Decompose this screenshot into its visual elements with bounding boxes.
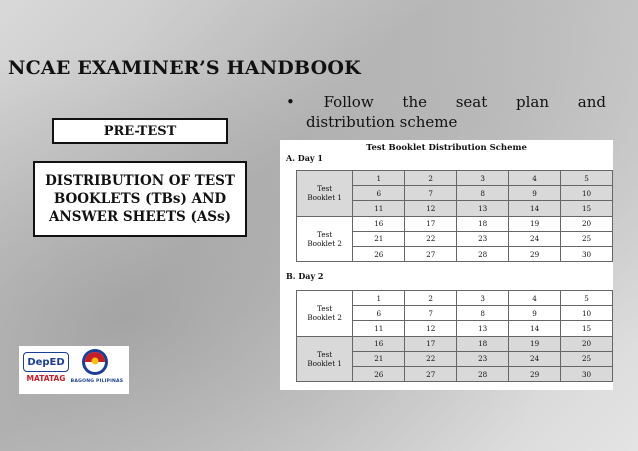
- seat-cell: 19: [509, 336, 561, 351]
- seat-cell: 1: [353, 291, 405, 306]
- seat-cell: 10: [561, 306, 613, 321]
- day-2-table: [296, 290, 613, 382]
- seat-cell: 1: [353, 171, 405, 186]
- seat-cell: 16: [353, 216, 405, 231]
- bullet-line-1: [286, 92, 606, 112]
- booklet-label-cell: Test Booklet 2: [297, 216, 353, 262]
- seat-cell: 5: [561, 171, 613, 186]
- bullet-line-2: distribution scheme: [306, 113, 458, 131]
- seat-cell: 22: [405, 351, 457, 366]
- bullet-word: and: [577, 93, 606, 111]
- seat-cell: 6: [353, 186, 405, 201]
- seat-cell: 14: [509, 321, 561, 336]
- distribution-heading-line-3: ANSWER SHEETS (ASs): [48, 209, 232, 225]
- seat-cell: 8: [457, 306, 509, 321]
- seat-cell: 7: [405, 306, 457, 321]
- deped-logo: DepED: [23, 352, 69, 372]
- scheme-title: Test Booklet Distribution Scheme: [366, 143, 527, 153]
- seat-cell: 6: [353, 306, 405, 321]
- seat-cell: 22: [405, 231, 457, 246]
- seat-cell: 23: [457, 231, 509, 246]
- seat-cell: 25: [561, 351, 613, 366]
- booklet-label-cell: Test Booklet 1: [297, 336, 353, 382]
- seat-cell: 4: [509, 291, 561, 306]
- day-1-table: [296, 170, 613, 262]
- slide-title: NCAE EXAMINER’S HANDBOOK: [8, 57, 361, 79]
- seat-cell: 11: [353, 321, 405, 336]
- seat-cell: 11: [353, 201, 405, 216]
- bullet-word: plan: [516, 93, 550, 111]
- seat-cell: 19: [509, 216, 561, 231]
- seat-cell: 29: [509, 246, 561, 261]
- seat-cell: 27: [405, 246, 457, 261]
- seat-cell: 26: [353, 246, 405, 261]
- seat-cell: 13: [457, 321, 509, 336]
- day-1-label: A. Day 1: [286, 153, 323, 163]
- booklet-label-cell: Test Booklet 2: [297, 291, 353, 337]
- distribution-scheme-panel: [280, 140, 613, 390]
- seat-cell: 9: [509, 186, 561, 201]
- pretest-label: PRE-TEST: [103, 123, 177, 139]
- seat-cell: 10: [561, 186, 613, 201]
- seat-cell: 28: [457, 246, 509, 261]
- seat-cell: 30: [561, 246, 613, 261]
- bullet-point: [286, 92, 606, 132]
- bullet-word: the: [402, 93, 427, 111]
- seat-cell: 24: [509, 351, 561, 366]
- seat-cell: 23: [457, 351, 509, 366]
- booklet-label-cell: Test Booklet 1: [297, 171, 353, 217]
- seat-cell: 27: [405, 366, 457, 381]
- seat-cell: 21: [353, 351, 405, 366]
- seat-cell: 21: [353, 231, 405, 246]
- matatag-logo-text: MATATAG: [26, 374, 66, 383]
- seat-cell: 24: [509, 231, 561, 246]
- table-row: [297, 336, 613, 351]
- seat-cell: 4: [509, 171, 561, 186]
- seat-cell: 3: [457, 171, 509, 186]
- bullet-word: Follow: [323, 93, 374, 111]
- table-row: [297, 291, 613, 306]
- seat-cell: 2: [405, 291, 457, 306]
- bagong-pilipinas-logo-icon: [81, 348, 109, 376]
- day-2-label: B. Day 2: [286, 271, 324, 281]
- logo-area: [19, 346, 129, 394]
- seat-cell: 13: [457, 201, 509, 216]
- seat-cell: 30: [561, 366, 613, 381]
- seat-cell: 18: [457, 216, 509, 231]
- seat-cell: 16: [353, 336, 405, 351]
- seat-cell: 15: [561, 201, 613, 216]
- seat-cell: 5: [561, 291, 613, 306]
- seat-cell: 9: [509, 306, 561, 321]
- seat-cell: 17: [405, 336, 457, 351]
- seat-cell: 8: [457, 186, 509, 201]
- bullet-marker: •: [286, 93, 295, 111]
- distribution-heading-line-2: BOOKLETS (TBs) AND: [53, 191, 227, 207]
- seat-cell: 12: [405, 321, 457, 336]
- table-row: [297, 216, 613, 231]
- pretest-label-box: [52, 118, 228, 144]
- bullet-word: seat: [455, 93, 488, 111]
- seat-cell: 14: [509, 201, 561, 216]
- seat-cell: 20: [561, 216, 613, 231]
- table-row: [297, 171, 613, 186]
- seat-cell: 25: [561, 231, 613, 246]
- seat-cell: 26: [353, 366, 405, 381]
- seat-cell: 2: [405, 171, 457, 186]
- seat-cell: 29: [509, 366, 561, 381]
- seat-cell: 28: [457, 366, 509, 381]
- distribution-heading-line-1: DISTRIBUTION OF TEST: [45, 173, 235, 189]
- bagong-pilipinas-text: BAGONG PILIPINAS: [70, 379, 124, 384]
- distribution-heading-box: [33, 161, 247, 237]
- seat-cell: 18: [457, 336, 509, 351]
- seat-cell: 17: [405, 216, 457, 231]
- seat-cell: 3: [457, 291, 509, 306]
- seat-cell: 7: [405, 186, 457, 201]
- seat-cell: 20: [561, 336, 613, 351]
- seat-cell: 12: [405, 201, 457, 216]
- seat-cell: 15: [561, 321, 613, 336]
